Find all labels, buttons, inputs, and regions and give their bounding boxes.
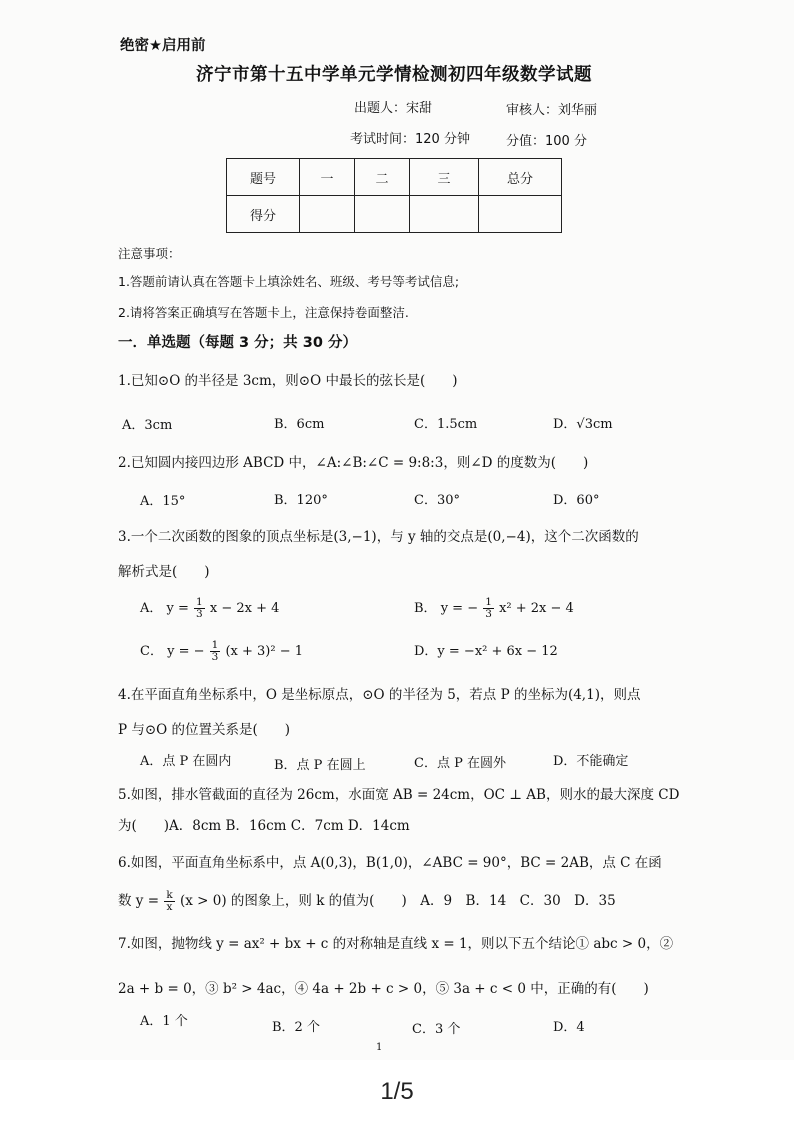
q3-a-pre: y = [166,601,189,616]
q3-a-label: A． [140,601,163,616]
q1-option-b: B．6cm [274,417,325,432]
question-2-stem: 2.已知圆内接四边形 ABCD 中，∠A:∠B:∠C = 9:8:3，则∠D 的度数为( ) [118,455,589,471]
q3-b-pre: y = − [440,601,479,616]
question-3-stem-cont: 解析式是( ) [118,564,210,580]
q2-option-a: A．15° [140,494,186,509]
fraction-denominator: x [166,901,173,913]
question-1-stem: 1.已知⊙O 的半径是 3cm，则⊙O 中最长的弦长是( ) [118,373,458,389]
q2-option-d: D．60° [553,493,600,508]
fraction-numerator: 1 [211,639,219,651]
note-item: 1.答题前请认真在答题卡上填涂姓名、班级、考号等考试信息; [118,274,460,289]
fraction [164,890,174,913]
q3-b-label: B． [414,601,437,616]
q3-c-pre: y = − [167,644,205,659]
score-input-cell[interactable] [479,196,562,233]
question-6-stem: 6.如图，平面直角坐标系中，点 A(0,3)，B(1,0)，∠ABC = 90°，BC = 2AB，点 C 在函 [118,855,662,871]
reviewer-label: 审核人：刘华丽 [506,103,598,118]
question-5-stem-cont: 为( )A．8cm B．16cm C．7cm D．14cm [118,818,410,834]
q2-option-c: C．30° [414,493,460,508]
q4-option-a: A．点 P 在圆内 [140,754,232,769]
score-cell: 总分 [479,159,562,196]
exam-time: 考试时间：120 分钟 [350,132,470,147]
exam-score: 分值：100 分 [506,134,587,149]
score-input-cell[interactable] [355,196,410,233]
score-cell: 一 [300,159,355,196]
fraction [210,640,221,663]
page-number: 1 [376,1042,383,1053]
q3-option-d: D．y = −x² + 6x − 12 [414,644,558,659]
secret-label: 绝密★启用前 [120,38,206,54]
score-input-cell[interactable] [300,196,355,233]
notes-title: 注意事项： [118,246,181,261]
q3-option-b [414,597,574,620]
q6-line2-pre: 数 y = [118,893,160,909]
q7-option-d: D．4 [553,1020,585,1035]
question-6-stem-cont [118,890,616,913]
q1-option-d: D．√3cm [553,417,613,432]
q1-option-c: C．1.5cm [414,417,478,432]
score-table-header-row [227,159,562,196]
q3-option-c [140,640,303,663]
page-indicator: 1/5 [0,1060,794,1123]
fraction [194,597,205,620]
score-table [226,158,562,233]
q3-b-post: x² + 2x − 4 [499,601,574,616]
fraction-numerator: 1 [485,596,492,608]
fraction [483,597,494,620]
section-title: 一．单选题（每题 3 分；共 30 分） [118,335,357,351]
author-label: 出题人：宋甜 [354,101,433,116]
q7-option-b: B．2 个 [272,1020,320,1035]
q7-option-a: A．1 个 [140,1014,188,1029]
question-7-stem: 7.如图，抛物线 y = ax² + bx + c 的对称轴是直线 x = 1，则以下五个结论① abc > 0，② [118,936,674,952]
q7-option-c: C．3 个 [412,1022,461,1037]
question-3-stem: 3.一个二次函数的图象的顶点坐标是(3,−1)，与 y 轴的交点是(0,−4)，这个二次函数的 [118,529,639,545]
q3-c-post: (x + 3)² − 1 [225,644,304,659]
fraction-denominator: 3 [211,651,219,663]
question-4-stem: 4.在平面直角坐标系中，O 是坐标原点，⊙O 的半径为 5，若点 P 的坐标为(4,1)，则点 [118,687,641,703]
q2-option-b: B．120° [274,493,328,508]
score-cell: 得分 [227,196,300,233]
score-cell: 二 [355,159,410,196]
score-input-cell[interactable] [410,196,479,233]
exam-title: 济宁市第十五中学单元学情检测初四年级数学试题 [196,65,592,85]
question-5-stem: 5.如图，排水管截面的直径为 26cm，水面宽 AB = 24cm，OC ⊥ AB，则水的最大深度 CD [118,787,680,803]
q3-c-label: C． [140,644,163,659]
fraction-denominator: 3 [196,608,203,620]
question-4-stem-cont: P 与⊙O 的位置关系是( ) [118,722,291,738]
note-item: 2.请将答案正确填写在答题卡上，注意保持卷面整洁. [118,305,409,320]
fraction-denominator: 3 [485,608,492,620]
q1-option-a: A．3cm [122,418,173,433]
q3-a-post: x − 2x + 4 [209,601,280,616]
score-cell: 三 [410,159,479,196]
question-7-stem-cont: 2a + b = 0，③ b² > 4ac，④ 4a + 2b + c > 0，⑤ 3a + c < 0 中，正确的有( ) [118,981,649,997]
q4-option-d: D．不能确定 [553,754,629,769]
score-table-score-row [227,196,562,233]
q3-option-a [140,597,279,620]
score-cell: 题号 [227,159,300,196]
fraction-numerator: k [166,889,173,901]
q4-option-b: B．点 P 在圆上 [274,758,366,773]
q6-line2-post: (x > 0) 的图象上，则 k 的值为( ) A．9 B．14 C．30 D．35 [180,893,616,909]
fraction-numerator: 1 [196,596,203,608]
q4-option-c: C．点 P 在圆外 [414,756,506,771]
